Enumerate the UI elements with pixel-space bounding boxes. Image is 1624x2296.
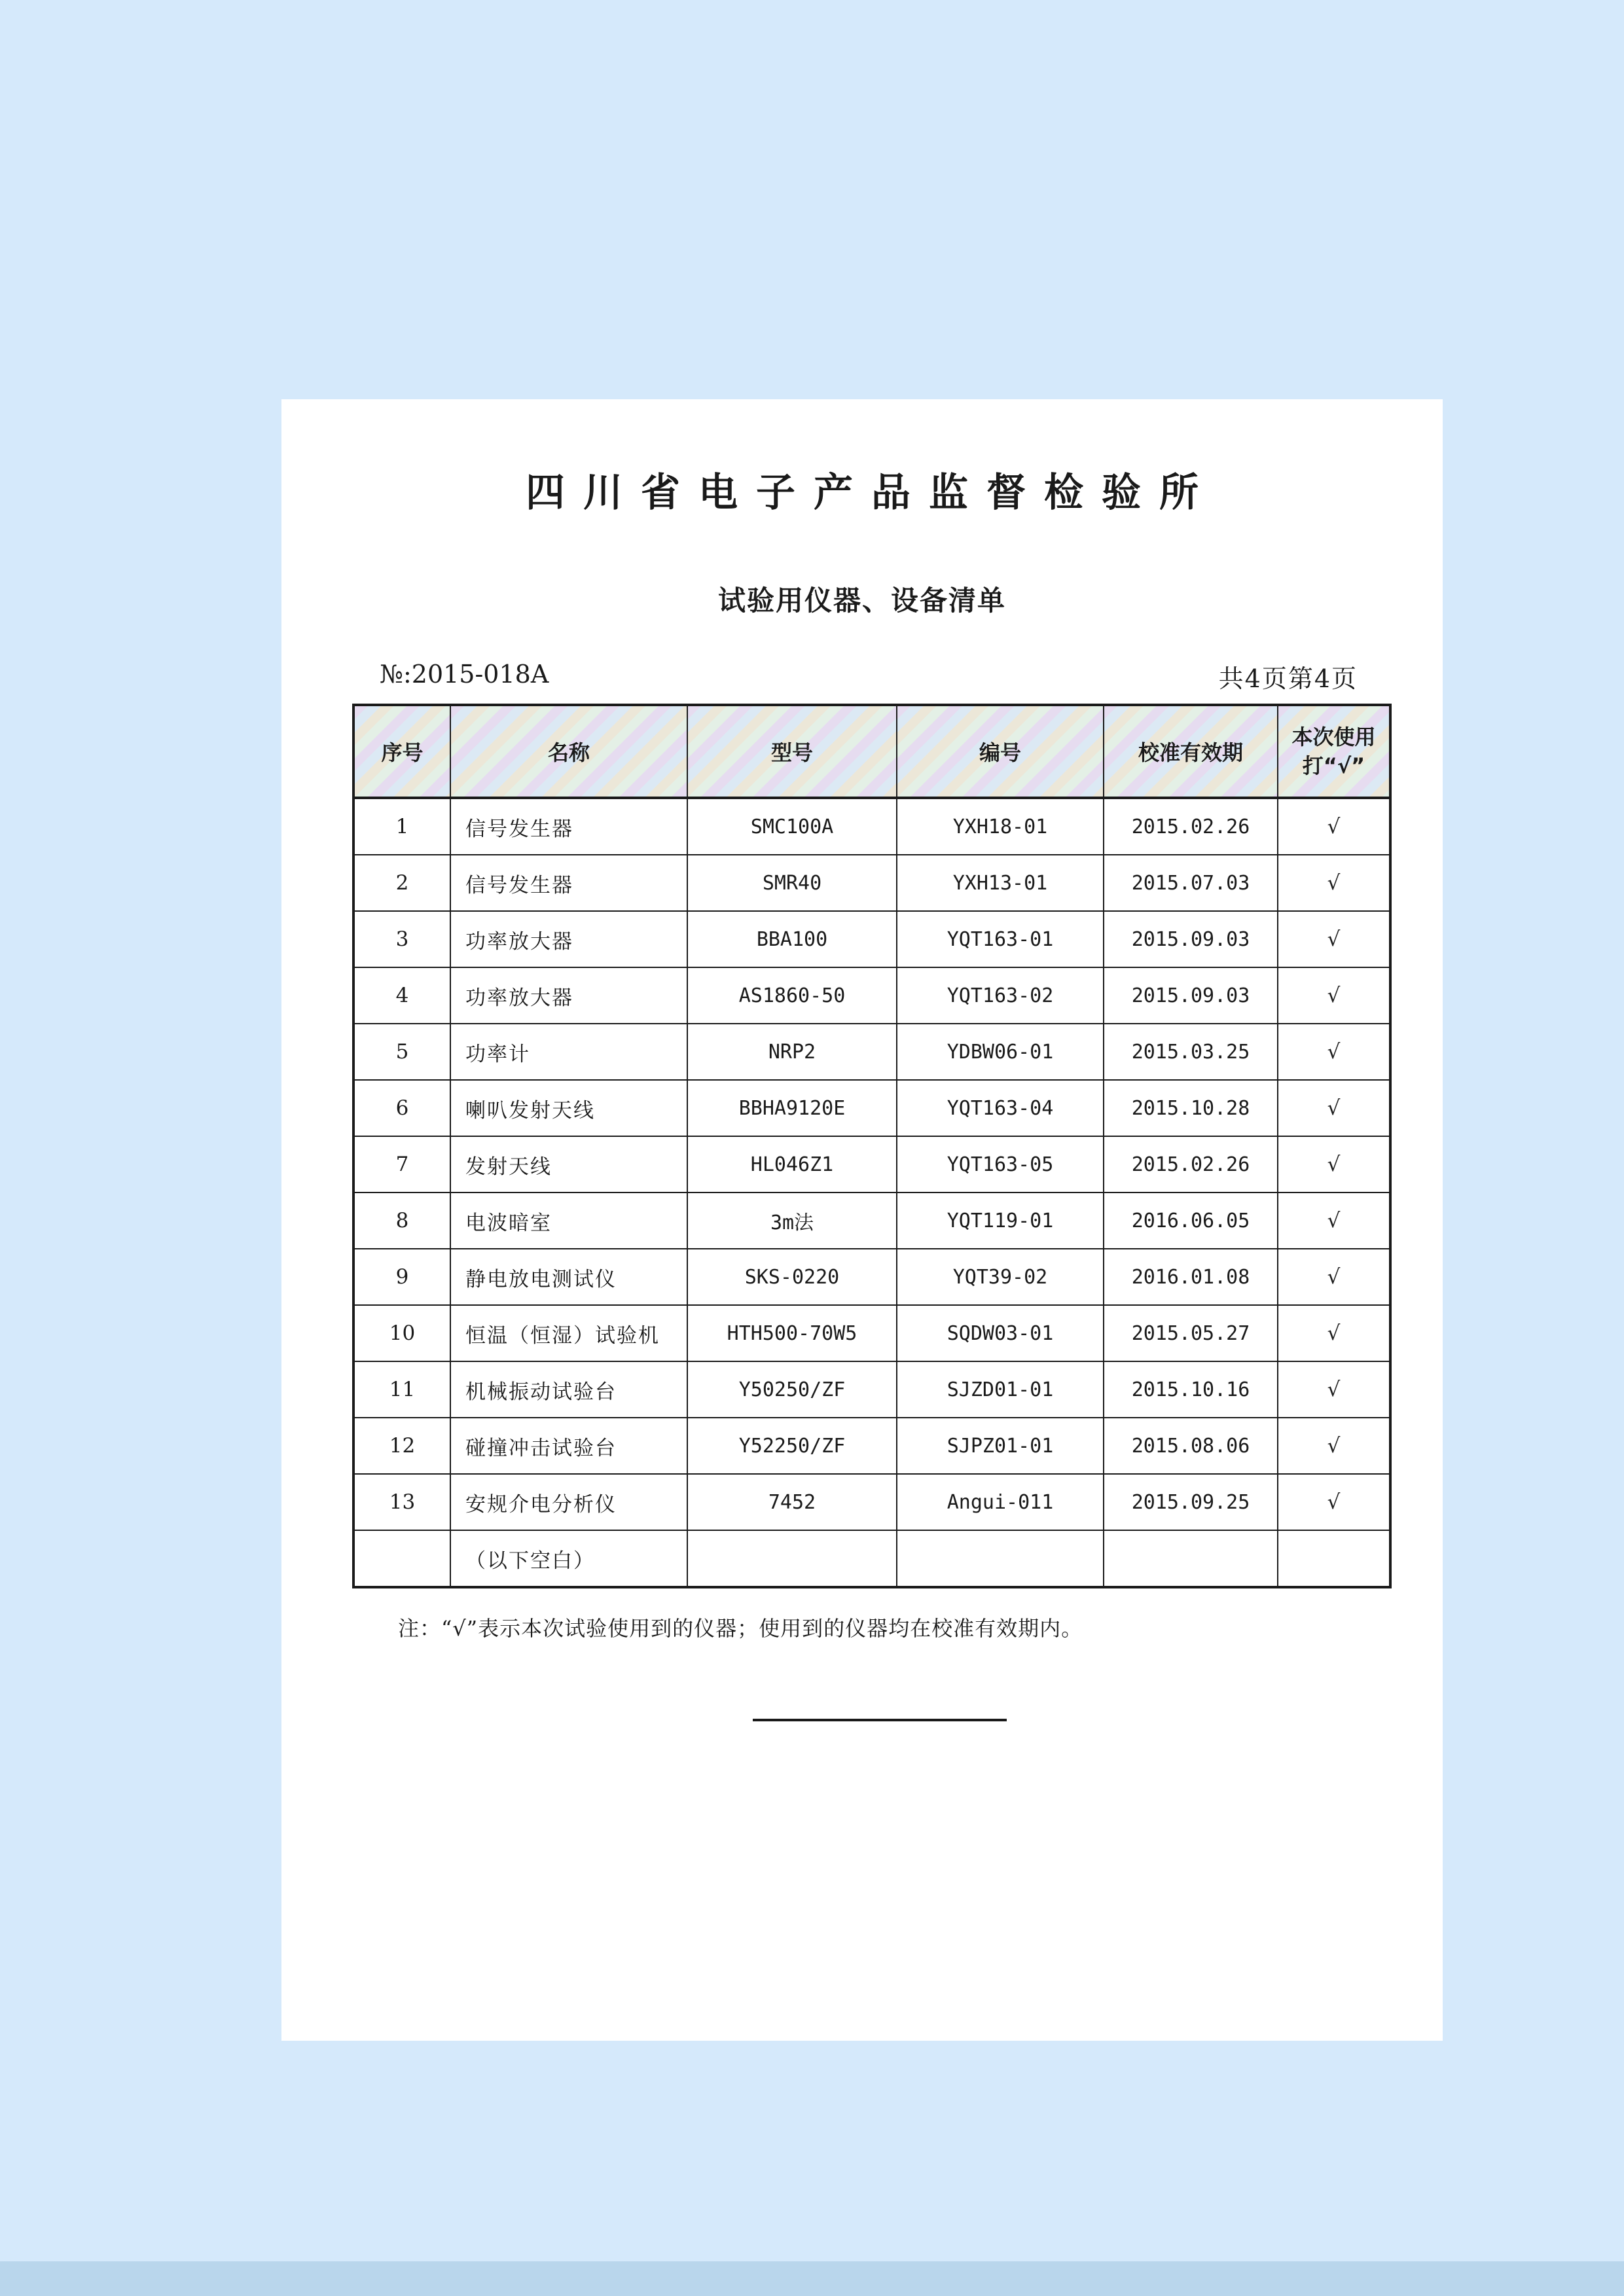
cell-name: 静电放电测试仪 <box>450 1249 687 1305</box>
cell-name: 功率计 <box>450 1024 687 1080</box>
cell-valid-until: 2015.10.16 <box>1104 1361 1278 1418</box>
cell-check-mark: √ <box>1278 1193 1390 1249</box>
table-row <box>353 1418 1390 1474</box>
cell-serial: Angui-011 <box>897 1474 1104 1530</box>
cell-model: HL046Z1 <box>687 1136 897 1193</box>
cell-valid-until: 2015.05.27 <box>1104 1305 1278 1361</box>
table-row <box>353 1305 1390 1361</box>
cell-name: 功率放大器 <box>450 967 687 1024</box>
cell-valid-until: 2015.09.03 <box>1104 967 1278 1024</box>
cell-no <box>353 1530 450 1587</box>
cell-no: 13 <box>353 1474 450 1530</box>
bottom-band <box>0 2261 1624 2296</box>
cell-valid-until: 2015.03.25 <box>1104 1024 1278 1080</box>
cell-check-mark: √ <box>1278 1361 1390 1418</box>
cell-name: 恒温（恒湿）试验机 <box>450 1305 687 1361</box>
cell-model: BBHA9120E <box>687 1080 897 1136</box>
column-header-no: 序号 <box>353 705 450 798</box>
column-header-serial: 编号 <box>897 705 1104 798</box>
cell-no: 1 <box>353 798 450 855</box>
document-title: 试验用仪器、设备清单 <box>717 584 1006 617</box>
table-row <box>353 911 1390 967</box>
table-row <box>353 798 1390 855</box>
cell-no: 10 <box>353 1305 450 1361</box>
cell-valid-until: 2015.09.03 <box>1104 911 1278 967</box>
document-number: №:2015-018A <box>380 660 549 689</box>
cell-name: 安规介电分析仪 <box>450 1474 687 1530</box>
cell-valid-until: 2015.07.03 <box>1104 855 1278 911</box>
cell-serial: YQT163-04 <box>897 1080 1104 1136</box>
table-row <box>353 1474 1390 1530</box>
cell-model: HTH500-70W5 <box>687 1305 897 1361</box>
cell-model: Y52250/ZF <box>687 1418 897 1474</box>
cell-serial: YQT163-01 <box>897 911 1104 967</box>
cell-serial: YXH13-01 <box>897 855 1104 911</box>
cell-no: 4 <box>353 967 450 1024</box>
table-row <box>353 1361 1390 1418</box>
table-header-row <box>353 705 1390 798</box>
footnote: 注：“√”表示本次试验使用到的仪器；使用到的仪器均在校准有效期内。 <box>398 1616 1083 1641</box>
cell-check-mark: √ <box>1278 967 1390 1024</box>
cell-model: AS1860-50 <box>687 967 897 1024</box>
table-row <box>353 1024 1390 1080</box>
cell-valid-until: 2016.01.08 <box>1104 1249 1278 1305</box>
cell-model: 7452 <box>687 1474 897 1530</box>
cell-serial: YQT39-02 <box>897 1249 1104 1305</box>
column-header-used-check: 本次使用打“√” <box>1278 705 1390 798</box>
cell-valid-until: 2015.02.26 <box>1104 1136 1278 1193</box>
table-row <box>353 967 1390 1024</box>
table-row <box>353 855 1390 911</box>
cell-check-mark: √ <box>1278 1136 1390 1193</box>
cell-valid-until: 2015.08.06 <box>1104 1418 1278 1474</box>
cell-serial: SJZD01-01 <box>897 1361 1104 1418</box>
cell-check-mark: √ <box>1278 1418 1390 1474</box>
cell-no: 12 <box>353 1418 450 1474</box>
end-rule <box>753 1719 1007 1721</box>
cell-name: 喇叭发射天线 <box>450 1080 687 1136</box>
table-row <box>353 1136 1390 1193</box>
cell-model: SMR40 <box>687 855 897 911</box>
cell-check-mark: √ <box>1278 1249 1390 1305</box>
cell-no: 6 <box>353 1080 450 1136</box>
cell-name: 信号发生器 <box>450 798 687 855</box>
column-header-valid-until: 校准有效期 <box>1104 705 1278 798</box>
table-row <box>353 1080 1390 1136</box>
cell-no: 5 <box>353 1024 450 1080</box>
cell-check-mark: √ <box>1278 1080 1390 1136</box>
cell-no: 9 <box>353 1249 450 1305</box>
cell-serial: YXH18-01 <box>897 798 1104 855</box>
cell-no: 7 <box>353 1136 450 1193</box>
cell-model: SMC100A <box>687 798 897 855</box>
institution-title: 四川省电子产品监督检验所 <box>526 470 1217 516</box>
table-row-blank <box>353 1530 1390 1587</box>
cell-valid-until: 2016.06.05 <box>1104 1193 1278 1249</box>
cell-model <box>687 1530 897 1587</box>
column-header-name: 名称 <box>450 705 687 798</box>
column-header-model: 型号 <box>687 705 897 798</box>
cell-model: NRP2 <box>687 1024 897 1080</box>
cell-serial: YDBW06-01 <box>897 1024 1104 1080</box>
cell-name: 电波暗室 <box>450 1193 687 1249</box>
blank-marker: （以下空白） <box>450 1530 687 1587</box>
cell-model: 3m法 <box>687 1193 897 1249</box>
cell-check-mark: √ <box>1278 798 1390 855</box>
cell-valid-until <box>1104 1530 1278 1587</box>
equipment-table <box>352 704 1392 1588</box>
cell-model: SKS-0220 <box>687 1249 897 1305</box>
cell-check-mark <box>1278 1530 1390 1587</box>
cell-name: 发射天线 <box>450 1136 687 1193</box>
cell-no: 3 <box>353 911 450 967</box>
document-page <box>281 399 1443 2041</box>
cell-valid-until: 2015.10.28 <box>1104 1080 1278 1136</box>
cell-name: 机械振动试验台 <box>450 1361 687 1418</box>
cell-serial: YQT163-05 <box>897 1136 1104 1193</box>
cell-no: 11 <box>353 1361 450 1418</box>
cell-model: BBA100 <box>687 911 897 967</box>
cell-serial: YQT163-02 <box>897 967 1104 1024</box>
cell-check-mark: √ <box>1278 1474 1390 1530</box>
cell-serial: SJPZ01-01 <box>897 1418 1104 1474</box>
cell-name: 信号发生器 <box>450 855 687 911</box>
table-row <box>353 1193 1390 1249</box>
cell-serial: SQDW03-01 <box>897 1305 1104 1361</box>
cell-check-mark: √ <box>1278 1305 1390 1361</box>
cell-name: 碰撞冲击试验台 <box>450 1418 687 1474</box>
cell-valid-until: 2015.02.26 <box>1104 798 1278 855</box>
page-indicator: 共4页第4页 <box>1218 664 1358 693</box>
cell-check-mark: √ <box>1278 911 1390 967</box>
cell-check-mark: √ <box>1278 1024 1390 1080</box>
cell-serial: YQT119-01 <box>897 1193 1104 1249</box>
cell-model: Y50250/ZF <box>687 1361 897 1418</box>
cell-serial <box>897 1530 1104 1587</box>
table-row <box>353 1249 1390 1305</box>
cell-valid-until: 2015.09.25 <box>1104 1474 1278 1530</box>
cell-no: 2 <box>353 855 450 911</box>
cell-name: 功率放大器 <box>450 911 687 967</box>
cell-no: 8 <box>353 1193 450 1249</box>
cell-check-mark: √ <box>1278 855 1390 911</box>
